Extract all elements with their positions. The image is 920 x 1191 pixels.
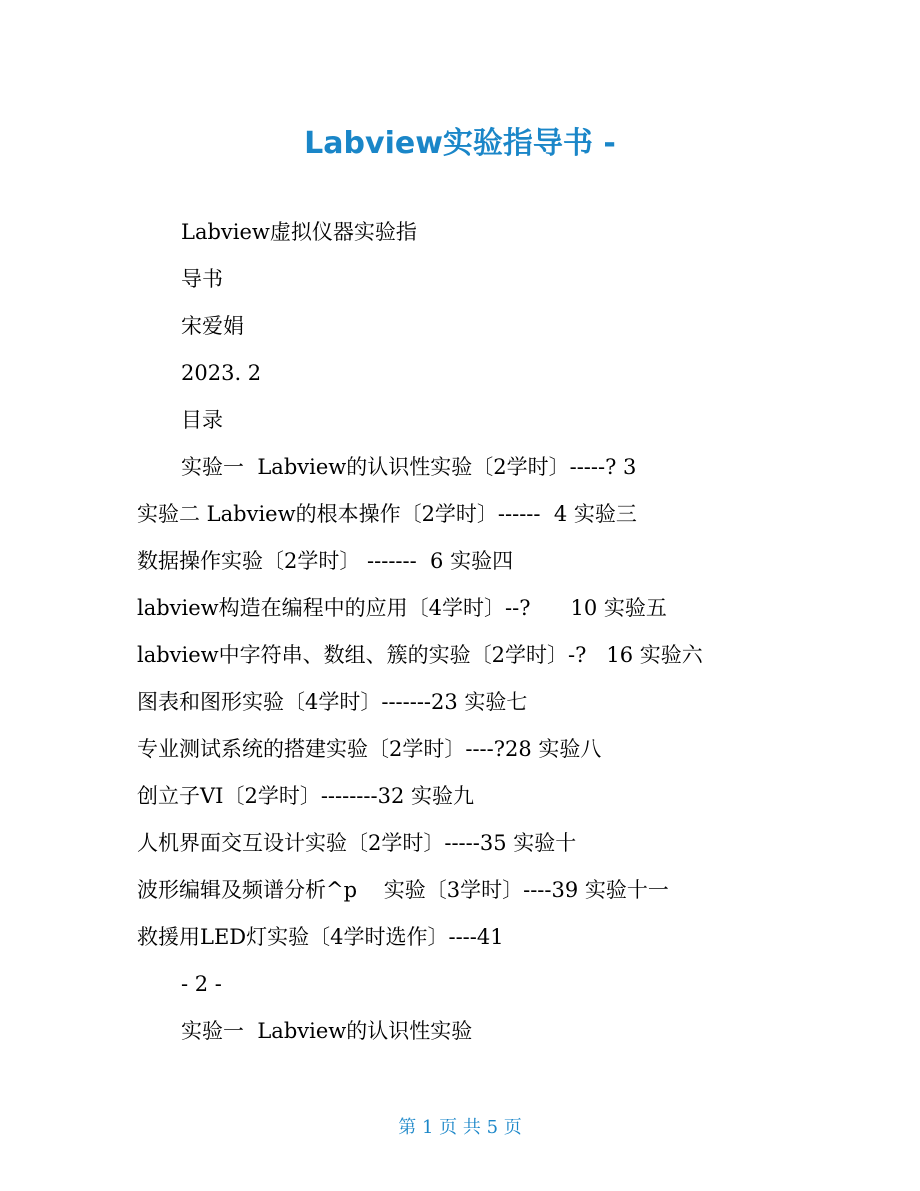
toc-entry: 救援用LED灯实验〔4学时选作〕----41 [137, 925, 504, 949]
toc-entry: 专业测试系统的搭建实验〔2学时〕----?28 实验八 [137, 737, 602, 761]
toc-entry: 数据操作实验〔2学时〕 ------- 6 实验四 [137, 549, 514, 573]
page-number-marker: - 2 - [181, 972, 222, 996]
toc-entry: 实验二 Labview的根本操作〔2学时〕------ 4 实验三 [137, 502, 637, 526]
toc-entry: 人机界面交互设计实验〔2学时〕-----35 实验十 [137, 831, 577, 855]
toc-heading: 目录 [181, 408, 223, 432]
toc-entry: 图表和图形实验〔4学时〕-------23 实验七 [137, 690, 528, 714]
toc-entry: labview中字符串、数组、簇的实验〔2学时〕-? 16 实验六 [137, 643, 703, 667]
document-title: Labview实验指导书 - [304, 126, 616, 161]
toc-entry: 实验一 Labview的认识性实验〔2学时〕-----? 3 [181, 455, 637, 479]
toc-entry: 创立子VI〔2学时〕--------32 实验九 [137, 784, 474, 808]
subtitle-line-1: Labview虚拟仪器实验指 [181, 220, 417, 244]
page-footer: 第 1 页 共 5 页 [398, 1117, 522, 1138]
toc-entry: 波形编辑及频谱分析^p 实验〔3学时〕----39 实验十一 [137, 878, 669, 902]
document-date: 2023. 2 [181, 361, 262, 385]
section-heading: 实验一 Labview的认识性实验 [181, 1019, 473, 1043]
author-name: 宋爱娟 [181, 314, 244, 338]
subtitle-line-2: 导书 [181, 267, 223, 291]
toc-entry: labview构造在编程中的应用〔4学时〕--? 10 实验五 [137, 596, 667, 620]
